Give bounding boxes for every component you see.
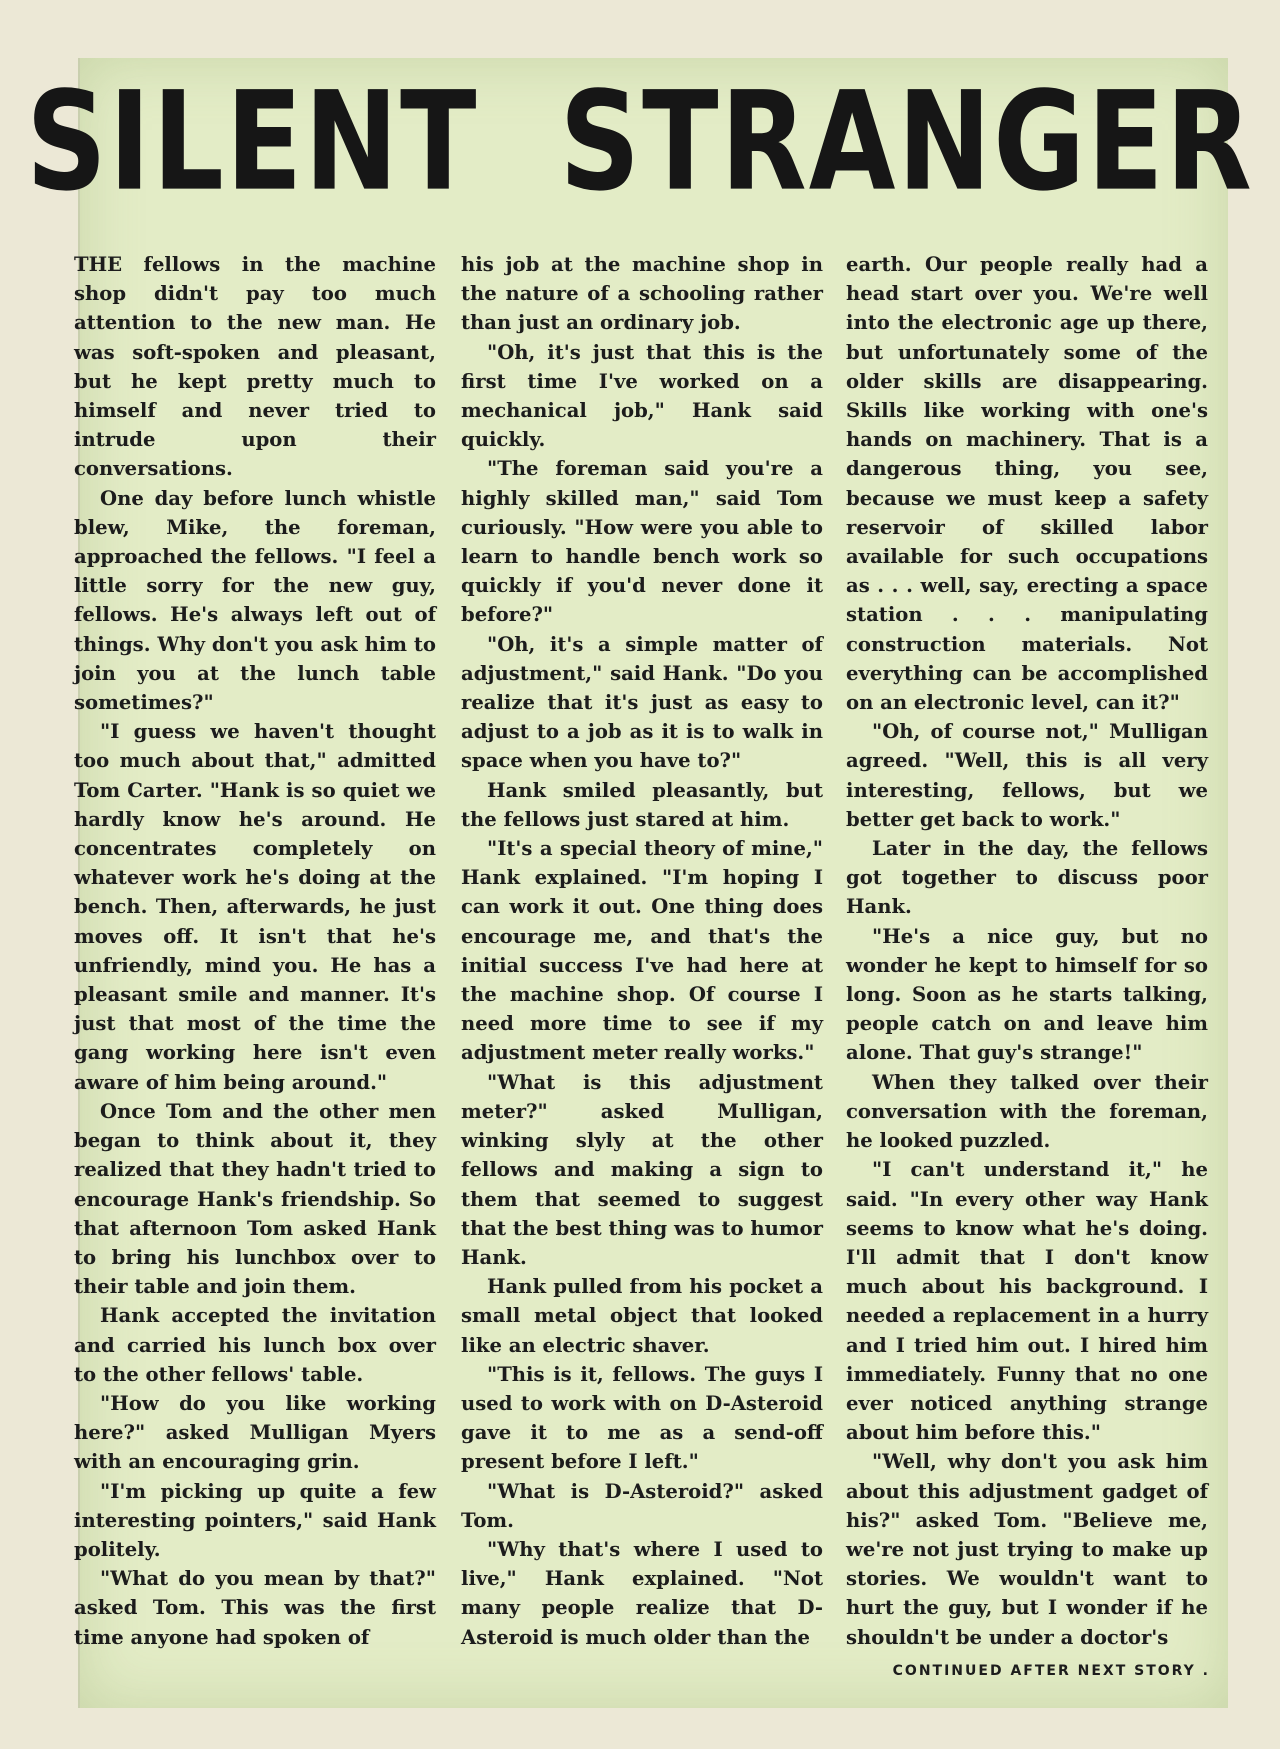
- text-column-3: [846, 250, 1208, 1652]
- paragraph: Hank pulled from his pocket a small metal object that looked like an electric shaver.: [461, 1275, 823, 1357]
- paragraph: "What is D-Asteroid?" asked Tom.: [461, 1479, 823, 1532]
- paragraph: "I guess we haven't thought too much about that," admitted Tom Carter. "Hank is so quiet we hardly know he's around. He concentrates completely on whatever work he's doing at the bench. Then, afterwards, he just moves off. It isn't that he's unfriendly, mind you. He has a pleasant smile and manner. It's just that most of the time the gang working here isn't even aware of him being around.": [74, 720, 436, 1094]
- paragraph: "Oh, it's a simple matter of adjustment," said Hank. "Do you realize that it's just as easy to adjust to a job as it is to walk in space when you have to?": [461, 632, 823, 773]
- paragraph: "What is this adjustment meter?" asked Mulligan, winking slyly at the other fellows and making a sign to them that seemed to suggest that the best thing was to humor Hank.: [461, 1070, 823, 1269]
- paragraph: "Oh, it's just that this is the first time I've worked on a mechanical job," Hank said quickly.: [461, 340, 823, 452]
- paragraph: "How do you like working here?" asked Mulligan Myers with an encouraging grin.: [74, 1391, 436, 1474]
- paragraph: When they talked over their conversation with the foreman, he looked puzzled.: [846, 1070, 1208, 1153]
- continued-note: CONTINUED AFTER NEXT STORY .: [892, 1663, 1210, 1679]
- paragraph: earth. Our people really had a head start over you. We're well into the electronic age up there, but unfortunately some of the older skills are disappearing. Skills like working with one's hands on machinery. That is a dangerous thing, you see, because we must keep a safety reservoir of skilled labor available for such occupations as . . . well, say, erecting a space station . . . manipulating construction materials. Not everything can be accomplished on an electronic level, can it?": [846, 253, 1208, 715]
- paragraph: "Well, why don't you ask him about this adjustment gadget of his?" asked Tom. "Believe me, we're not just trying to make up stories. We wouldn't want to hurt the guy, but I wonder if he shouldn't be under a doctor's: [846, 1450, 1208, 1649]
- paragraph: "He's a nice guy, but no wonder he kept to himself for so long. Soon as he starts talking, people catch on and leave him alone. That guy's strange!": [846, 924, 1208, 1065]
- paragraph: "It's a special theory of mine," Hank explained. "I'm hoping I can work it out. One thing does encourage me, and that's the initial success I've had here at the machine shop. Of course I need more time to see if my adjustment meter really works.": [461, 837, 823, 1065]
- paragraph: Later in the day, the fellows got together to discuss poor Hank.: [846, 837, 1208, 919]
- story-title: SILENT STRANGER: [26, 63, 1254, 222]
- text-column-1: [74, 250, 436, 1652]
- paragraph: "I'm picking up quite a few interesting pointers," said Hank politely.: [74, 1479, 436, 1561]
- paragraph: One day before lunch whistle blew, Mike, the foreman, approached the fellows. "I feel a little sorry for the new guy, fellows. He's always left out of things. Why don't you ask him to join you at the lunch table sometimes?": [74, 486, 436, 715]
- paragraph: "I can't understand it," he said. "In every other way Hank seems to know what he's doing. I'll admit that I don't know much about his background. I needed a replacement in a hurry and I tried him out. I hired him immediately. Funny that no one ever noticed anything strange about him before this.": [846, 1158, 1208, 1445]
- paragraph: his job at the machine shop in the nature of a schooling rather than just an ordinary job.: [461, 253, 823, 335]
- paragraph: "Why that's where I used to live," Hank explained. "Not many people realize that D-Asteroid is much older than the: [461, 1537, 823, 1649]
- paragraph: "Oh, of course not," Mulligan agreed. "Well, this is all very interesting, fellows, but we better get back to work.": [846, 720, 1208, 831]
- paragraph: "The foreman said you're a highly skilled man," said Tom curiously. "How were you able to learn to handle bench work so quickly if you'd never done it before?": [461, 457, 823, 627]
- text-column-2: [461, 250, 823, 1652]
- paragraph: Hank smiled pleasantly, but the fellows just stared at him.: [461, 778, 823, 831]
- paragraph: THE fellows in the machine shop didn't pay too much attention to the new man. He was soft-spoken and pleasant, but he kept pretty much to himself and never tried to intrude upon their conversations.: [74, 253, 436, 481]
- paragraph: "This is it, fellows. The guys I used to work with on D-Asteroid gave it to me as a send-off present before I left.": [461, 1362, 823, 1474]
- paragraph: Hank accepted the invitation and carried his lunch box over to the other fellows' table.: [74, 1304, 436, 1386]
- paragraph: Once Tom and the other men began to think about it, they realized that they hadn't tried to encourage Hank's friendship. So that afternoon Tom asked Hank to bring his lunchbox over to their table and join them.: [74, 1099, 436, 1299]
- paragraph: "What do you mean by that?" asked Tom. This was the first time anyone had spoken of: [74, 1567, 436, 1649]
